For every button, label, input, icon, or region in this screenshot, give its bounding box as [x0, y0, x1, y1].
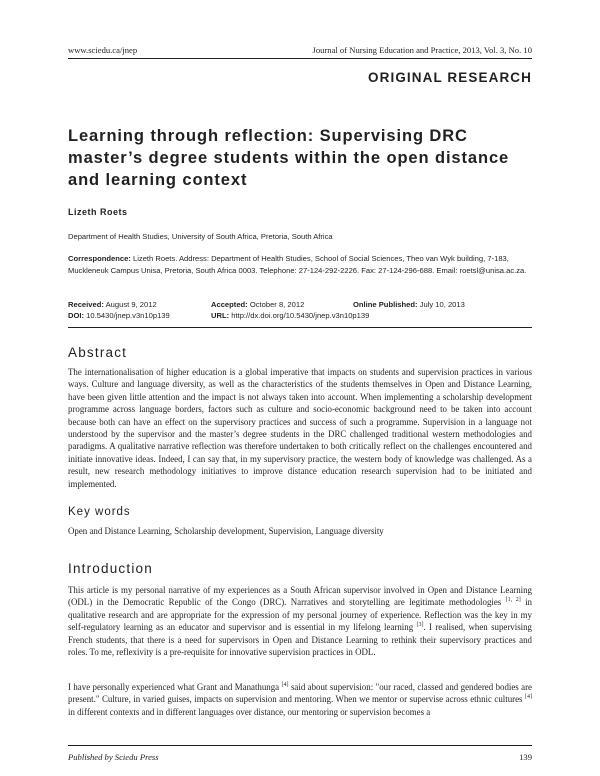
received-date: Received: August 9, 2012 [68, 300, 157, 309]
header-rule [68, 58, 532, 59]
article-title: Learning through reflection: Supervising DRC master’s degree students within the open distance and learning context [68, 127, 510, 189]
citation-ref[interactable]: [1, 2] [505, 597, 521, 604]
introduction-paragraph-1: This article is my personal narrative of my experiences as a South African supervisor involved in Open and Distance Learning (ODL) in the Democratic Republic of the Congo (DRC). Narratives and storytelling are legitimate methodologies [1, 2] in qualitative research and are appropriate for the expression of my personal journey of experience. Reflection was the key in my self-regulatory learning as an educator and supervisor and is essential in my lifelong learning [3]. I realised, when supervising French students, that there is a need for supervisors in Open and Distance Learning to rethink their supervisory practices and roles. To me, reflexivity is a pre-requisite for innovative supervision practices in ODL. [68, 585, 532, 658]
doi-link[interactable]: 10.5430/jnep.v3n10p139 [84, 311, 170, 320]
author-name: Lizeth Roets [68, 207, 128, 217]
page-number: 139 [519, 752, 532, 762]
author-affiliation: Department of Health Studies, University of South Africa, Pretoria, South Africa [68, 232, 333, 241]
introduction-paragraph-2: I have personally experienced what Grant and Manathunga [4] said about supervision: "our raced, classed and gendered bodies are present." Culture, in varied guises, impacts on supervision and mentoring. When we mentor or supervise across ethnic cultures [4] in different contexts and in different languages over distance, our mentoring or supervision becomes a [68, 682, 532, 717]
correspondence [68, 253, 532, 277]
citation-ref[interactable]: [4] [525, 694, 532, 701]
abstract-heading: Abstract [68, 345, 128, 360]
footer-rule [68, 745, 532, 746]
doi: DOI: 10.5430/jnep.v3n10p139 [68, 311, 170, 320]
correspondence-label: Correspondence: [68, 254, 131, 263]
accepted-date: Accepted: October 8, 2012 [211, 300, 305, 309]
journal-url[interactable]: www.sciedu.ca/jnep [68, 45, 138, 55]
keywords-heading: Key words [68, 506, 131, 518]
section-label: ORIGINAL RESEARCH [368, 70, 532, 85]
abstract-text: The internationalisation of higher education is a global imperative that impacts on students and supervision practices in various ways. Culture and language diversity, as well as the characteristics of the students themselves in Open and Distance Learning, have been given little attention and the impact is not always taken into account. When implementing a scholarship development programme across language borders, factors such as culture and socio-economic background need to be taken into account because both can have an effect on the supervisory practices and success of such a programme. Supervision in a language not understood by the supervisor and the master’s degree students in the DRC challenged traditional western methodologies and paradigms. A qualitative narrative reflection was therefore undertaken to both critically reflect on the challenges encountered and initiate innovative ideas. Indeed, I can say that, in my supervisory practice, the western body of knowledge was challenged. As a result, new research methodology initiatives to improve distance education research supervision had to be initiated and implemented. [68, 367, 532, 489]
meta-rule [68, 327, 532, 328]
article-url: URL: http://dx.doi.org/10.5430/jnep.v3n10p139 [211, 311, 370, 320]
journal-citation: Journal of Nursing Education and Practice, 2013, Vol. 3, No. 10 [312, 45, 532, 55]
citation-ref[interactable]: [4] [281, 682, 289, 688]
article-url-link[interactable]: http://dx.doi.org/10.5430/jnep.v3n10p139 [229, 311, 370, 320]
article-identifiers [68, 310, 532, 322]
introduction-heading: Introduction [68, 561, 153, 576]
citation-ref[interactable]: [3] [416, 622, 424, 629]
publisher-footer: Published by Sciedu Press [68, 752, 159, 762]
keywords-text: Open and Distance Learning, Scholarship development, Supervision, Language diversity [68, 526, 384, 536]
online-published-date: Online Published: July 10, 2013 [353, 300, 465, 309]
correspondence-text: Lizeth Roets. Address: Department of Health Studies, School of Social Sciences, Theo van Wyk building, 7-183, Muckleneuk Campus Unisa, Pretoria, South Africa 0003. Telephone: 27-124-292-2226. Fax: 27-124-296-688. Email: roetsl@unisa.ac.za. [68, 254, 527, 275]
